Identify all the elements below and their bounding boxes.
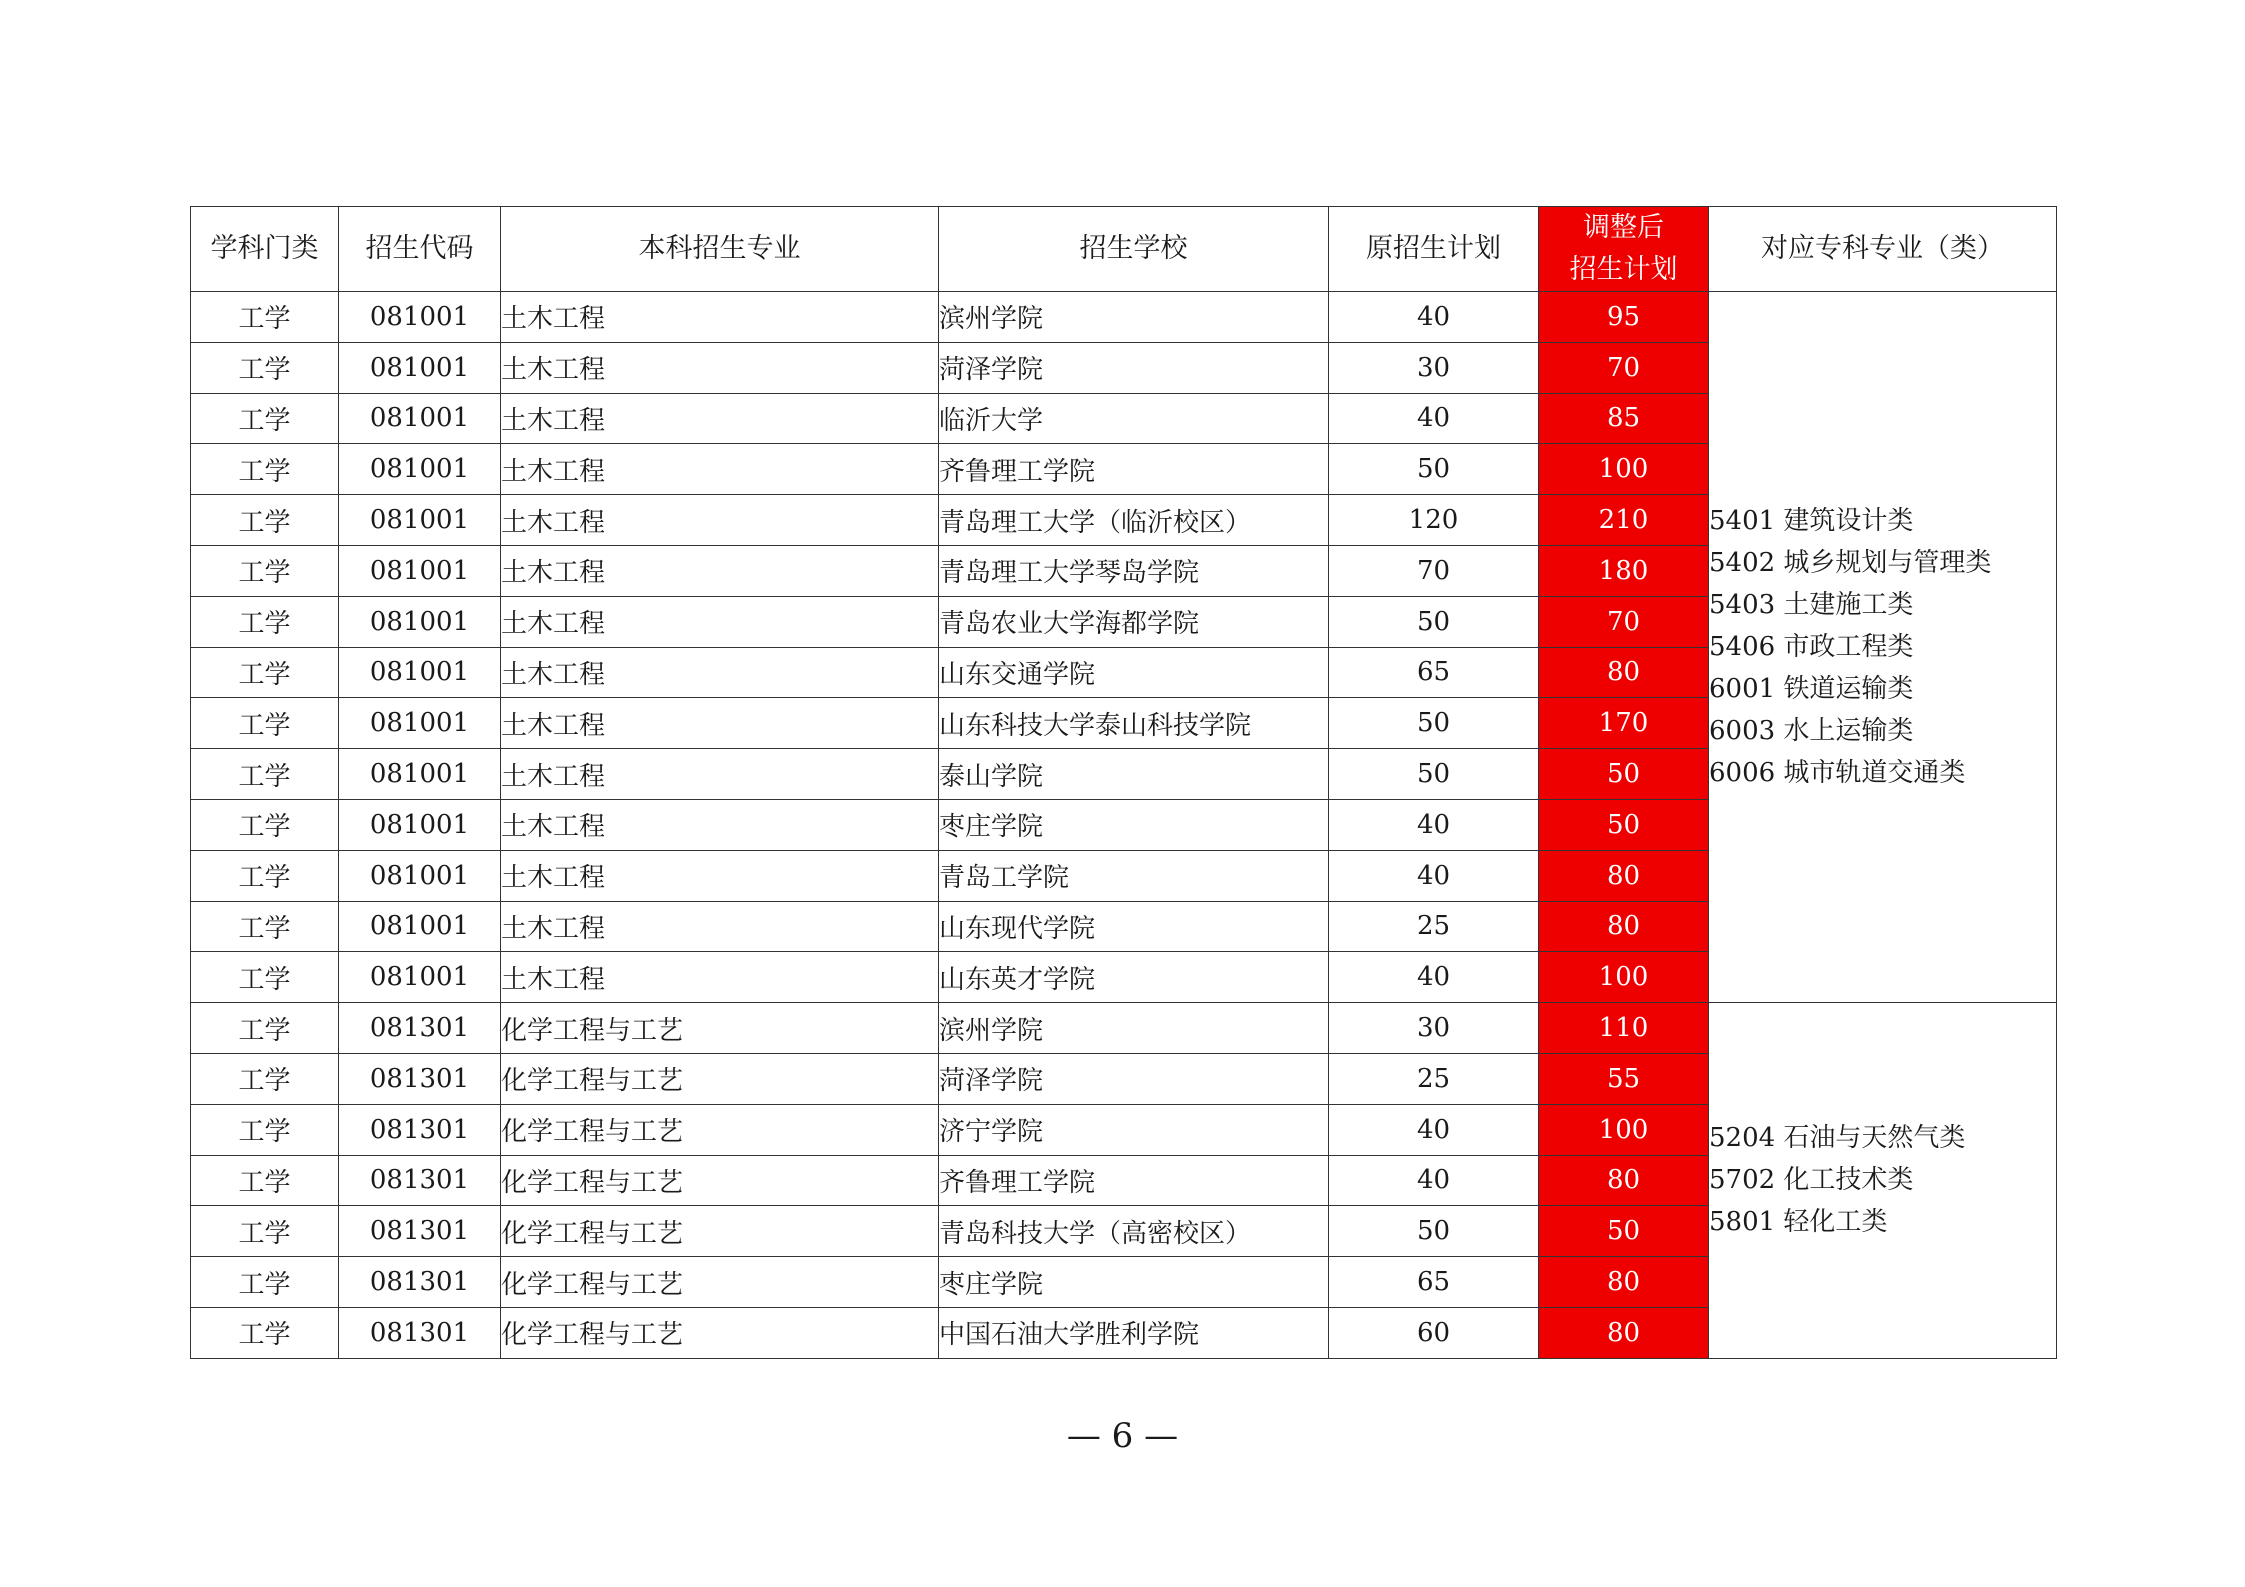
original-plan-cell: 50	[1329, 444, 1539, 495]
school-cell: 中国石油大学胜利学院	[939, 1307, 1329, 1358]
original-plan-cell: 60	[1329, 1307, 1539, 1358]
major-cell: 土木工程	[501, 393, 939, 444]
original-plan-cell: 40	[1329, 1104, 1539, 1155]
discipline-cell: 工学	[191, 1257, 339, 1308]
school-cell: 济宁学院	[939, 1104, 1329, 1155]
adjusted-plan-cell: 110	[1539, 1003, 1709, 1054]
adjusted-plan-cell: 70	[1539, 596, 1709, 647]
original-plan-cell: 50	[1329, 749, 1539, 800]
school-cell: 山东科技大学泰山科技学院	[939, 698, 1329, 749]
code-cell: 081301	[339, 1206, 501, 1257]
discipline-cell: 工学	[191, 749, 339, 800]
adjusted-plan-cell: 70	[1539, 342, 1709, 393]
discipline-cell: 工学	[191, 647, 339, 698]
page-number: — 6 —	[1066, 1416, 1179, 1456]
discipline-cell: 工学	[191, 393, 339, 444]
code-cell: 081301	[339, 1053, 501, 1104]
adjusted-plan-cell: 95	[1539, 292, 1709, 343]
major-cell: 土木工程	[501, 698, 939, 749]
code-cell: 081001	[339, 901, 501, 952]
adjusted-plan-cell: 80	[1539, 1307, 1709, 1358]
adjusted-plan-cell: 80	[1539, 901, 1709, 952]
original-plan-cell: 40	[1329, 850, 1539, 901]
code-cell: 081301	[339, 1155, 501, 1206]
major-cell: 化学工程与工艺	[501, 1307, 939, 1358]
discipline-cell: 工学	[191, 952, 339, 1003]
adjusted-plan-cell: 210	[1539, 495, 1709, 546]
code-cell: 081301	[339, 1257, 501, 1308]
header-major: 本科招生专业	[501, 207, 939, 292]
code-cell: 081001	[339, 393, 501, 444]
major-cell: 化学工程与工艺	[501, 1257, 939, 1308]
school-cell: 泰山学院	[939, 749, 1329, 800]
school-cell: 滨州学院	[939, 292, 1329, 343]
major-cell: 化学工程与工艺	[501, 1206, 939, 1257]
discipline-cell: 工学	[191, 1206, 339, 1257]
original-plan-cell: 70	[1329, 545, 1539, 596]
school-cell: 齐鲁理工学院	[939, 444, 1329, 495]
original-plan-cell: 40	[1329, 393, 1539, 444]
original-plan-cell: 30	[1329, 342, 1539, 393]
school-cell: 青岛农业大学海都学院	[939, 596, 1329, 647]
original-plan-cell: 40	[1329, 1155, 1539, 1206]
vocational-major-item: 6006 城市轨道交通类	[1709, 758, 1966, 789]
header-adjusted-plan	[1539, 207, 1709, 292]
school-cell: 山东英才学院	[939, 952, 1329, 1003]
code-cell: 081301	[339, 1307, 501, 1358]
table-row	[191, 1003, 2057, 1054]
header-row	[191, 207, 2057, 292]
vocational-major-item: 5801 轻化工类	[1709, 1207, 1888, 1238]
code-cell: 081001	[339, 850, 501, 901]
original-plan-cell: 65	[1329, 1257, 1539, 1308]
vocational-major-item: 5204 石油与天然气类	[1709, 1123, 1966, 1154]
discipline-cell: 工学	[191, 495, 339, 546]
school-cell: 齐鲁理工学院	[939, 1155, 1329, 1206]
code-cell: 081301	[339, 1003, 501, 1054]
header-adjusted-line2: 招生计划	[1569, 254, 1678, 285]
discipline-cell: 工学	[191, 342, 339, 393]
code-cell: 081001	[339, 545, 501, 596]
discipline-cell: 工学	[191, 850, 339, 901]
discipline-cell: 工学	[191, 698, 339, 749]
vocational-major-item: 5406 市政工程类	[1709, 632, 1914, 663]
original-plan-cell: 25	[1329, 901, 1539, 952]
school-cell: 山东交通学院	[939, 647, 1329, 698]
school-cell: 菏泽学院	[939, 342, 1329, 393]
adjusted-plan-cell: 100	[1539, 444, 1709, 495]
discipline-cell: 工学	[191, 1053, 339, 1104]
adjusted-plan-cell: 100	[1539, 952, 1709, 1003]
school-cell: 临沂大学	[939, 393, 1329, 444]
school-cell: 枣庄学院	[939, 799, 1329, 850]
discipline-cell: 工学	[191, 596, 339, 647]
code-cell: 081001	[339, 749, 501, 800]
discipline-cell: 工学	[191, 1104, 339, 1155]
adjusted-plan-cell: 170	[1539, 698, 1709, 749]
discipline-cell: 工学	[191, 545, 339, 596]
original-plan-cell: 50	[1329, 1206, 1539, 1257]
major-cell: 土木工程	[501, 444, 939, 495]
discipline-cell: 工学	[191, 1307, 339, 1358]
major-cell: 土木工程	[501, 799, 939, 850]
adjusted-plan-cell: 50	[1539, 1206, 1709, 1257]
major-cell: 化学工程与工艺	[501, 1003, 939, 1054]
vocational-major-item: 5702 化工技术类	[1709, 1165, 1914, 1196]
header-discipline: 学科门类	[191, 207, 339, 292]
original-plan-cell: 25	[1329, 1053, 1539, 1104]
major-cell: 土木工程	[501, 901, 939, 952]
code-cell: 081001	[339, 444, 501, 495]
vocational-major-item: 6001 铁道运输类	[1709, 674, 1914, 705]
vocational-major-item: 5401 建筑设计类	[1709, 506, 1914, 537]
major-cell: 土木工程	[501, 545, 939, 596]
discipline-cell: 工学	[191, 1003, 339, 1054]
code-cell: 081001	[339, 698, 501, 749]
adjusted-plan-cell: 50	[1539, 749, 1709, 800]
code-cell: 081001	[339, 292, 501, 343]
header-vocational-major: 对应专科专业（类）	[1709, 207, 2057, 292]
discipline-cell: 工学	[191, 799, 339, 850]
school-cell: 滨州学院	[939, 1003, 1329, 1054]
vocational-major-group	[1709, 1003, 2057, 1359]
vocational-major-item: 6003 水上运输类	[1709, 716, 1914, 747]
school-cell: 菏泽学院	[939, 1053, 1329, 1104]
major-cell: 土木工程	[501, 749, 939, 800]
adjusted-plan-cell: 80	[1539, 1257, 1709, 1308]
discipline-cell: 工学	[191, 1155, 339, 1206]
major-cell: 化学工程与工艺	[501, 1104, 939, 1155]
major-cell: 土木工程	[501, 850, 939, 901]
table-body	[191, 292, 2057, 1359]
original-plan-cell: 40	[1329, 292, 1539, 343]
adjusted-plan-cell: 80	[1539, 850, 1709, 901]
original-plan-cell: 120	[1329, 495, 1539, 546]
enrollment-plan-table	[190, 206, 2057, 1359]
school-cell: 青岛工学院	[939, 850, 1329, 901]
major-cell: 土木工程	[501, 292, 939, 343]
adjusted-plan-cell: 55	[1539, 1053, 1709, 1104]
code-cell: 081301	[339, 1104, 501, 1155]
school-cell: 青岛理工大学（临沂校区）	[939, 495, 1329, 546]
school-cell: 青岛科技大学（高密校区）	[939, 1206, 1329, 1257]
original-plan-cell: 50	[1329, 596, 1539, 647]
adjusted-plan-cell: 50	[1539, 799, 1709, 850]
code-cell: 081001	[339, 495, 501, 546]
major-cell: 化学工程与工艺	[501, 1155, 939, 1206]
vocational-major-group	[1709, 292, 2057, 1003]
code-cell: 081001	[339, 647, 501, 698]
table-row	[191, 292, 2057, 343]
adjusted-plan-cell: 80	[1539, 647, 1709, 698]
original-plan-cell: 65	[1329, 647, 1539, 698]
original-plan-cell: 50	[1329, 698, 1539, 749]
vocational-major-item: 5402 城乡规划与管理类	[1709, 548, 1992, 579]
discipline-cell: 工学	[191, 292, 339, 343]
original-plan-cell: 40	[1329, 952, 1539, 1003]
discipline-cell: 工学	[191, 444, 339, 495]
code-cell: 081001	[339, 342, 501, 393]
discipline-cell: 工学	[191, 901, 339, 952]
major-cell: 土木工程	[501, 342, 939, 393]
major-cell: 土木工程	[501, 596, 939, 647]
school-cell: 枣庄学院	[939, 1257, 1329, 1308]
adjusted-plan-cell: 100	[1539, 1104, 1709, 1155]
code-cell: 081001	[339, 952, 501, 1003]
school-cell: 青岛理工大学琴岛学院	[939, 545, 1329, 596]
header-school: 招生学校	[939, 207, 1329, 292]
code-cell: 081001	[339, 596, 501, 647]
school-cell: 山东现代学院	[939, 901, 1329, 952]
major-cell: 化学工程与工艺	[501, 1053, 939, 1104]
major-cell: 土木工程	[501, 495, 939, 546]
original-plan-cell: 40	[1329, 799, 1539, 850]
header-code: 招生代码	[339, 207, 501, 292]
original-plan-cell: 30	[1329, 1003, 1539, 1054]
header-adjusted-line1: 调整后	[1583, 212, 1664, 243]
header-original-plan: 原招生计划	[1329, 207, 1539, 292]
code-cell: 081001	[339, 799, 501, 850]
adjusted-plan-cell: 85	[1539, 393, 1709, 444]
major-cell: 土木工程	[501, 647, 939, 698]
adjusted-plan-cell: 80	[1539, 1155, 1709, 1206]
major-cell: 土木工程	[501, 952, 939, 1003]
adjusted-plan-cell: 180	[1539, 545, 1709, 596]
vocational-major-item: 5403 土建施工类	[1709, 590, 1914, 621]
